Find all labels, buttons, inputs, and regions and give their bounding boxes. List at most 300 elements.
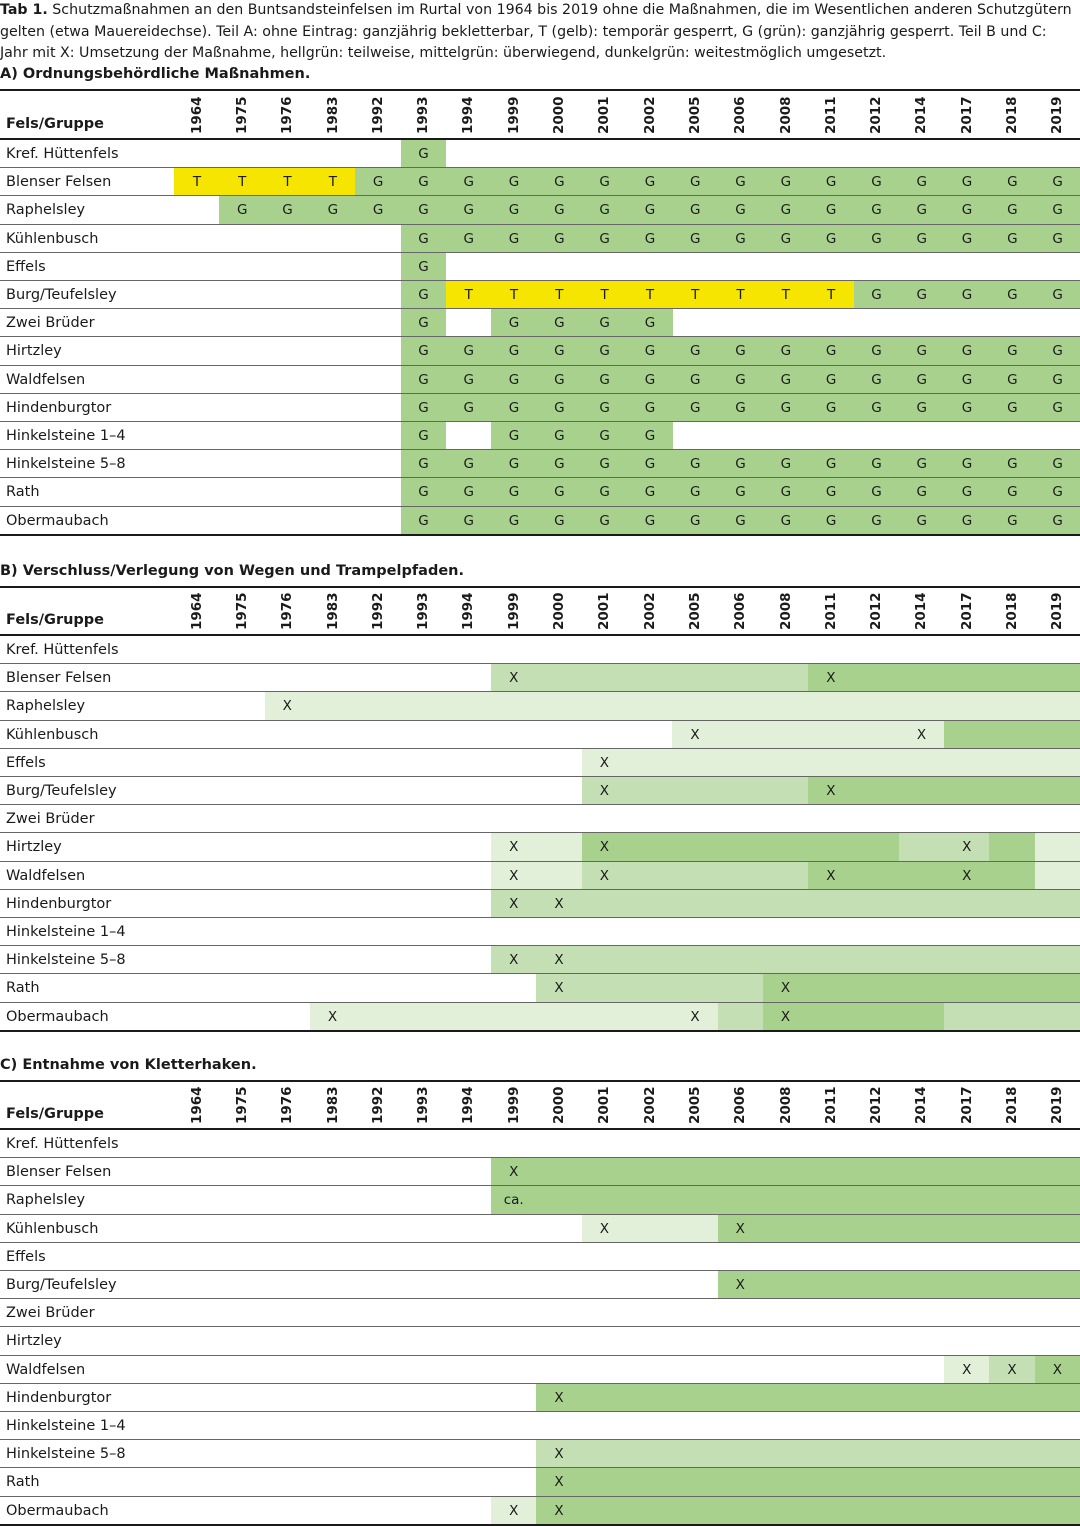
row-label: Burg/Teufelsley [6, 783, 117, 799]
column-header-year: 2011 [822, 1086, 839, 1124]
table-cell [672, 1440, 718, 1468]
table-cell [582, 1468, 628, 1496]
table-cell [627, 1440, 673, 1468]
table-cell: G [763, 337, 809, 365]
table-row [0, 168, 1080, 196]
table-cell-mark: X [916, 726, 927, 743]
table-cell [401, 1003, 447, 1031]
table-cell-mark: X [509, 895, 519, 912]
table-cell [899, 664, 945, 692]
table-cell-mark: X [554, 1389, 564, 1406]
table-cell [718, 890, 764, 918]
column-header-year: 2005 [686, 96, 703, 134]
table-cell [944, 749, 990, 777]
table-cell [763, 946, 809, 974]
table-row [0, 1158, 1080, 1186]
table-cell-mark: X [599, 867, 609, 884]
table-cell: G [944, 366, 990, 394]
table-cell: G [491, 196, 537, 224]
table-cell [1035, 833, 1080, 861]
table-cell [718, 692, 764, 720]
column-header-year: 2000 [551, 96, 568, 134]
row-label: Zwei Brüder [6, 811, 95, 828]
table-cell [763, 1215, 809, 1243]
table-cell [446, 692, 492, 720]
table-cell-mark: X [962, 1361, 972, 1378]
table-cell [627, 1186, 673, 1214]
row-label: Obermaubach [6, 1008, 109, 1025]
table-cell [582, 1440, 628, 1468]
table-cell [854, 1003, 900, 1031]
table-cell: G [672, 394, 718, 422]
row-label: Hindenburgtor [6, 399, 112, 416]
column-header-year: 1975 [233, 1086, 250, 1124]
table-cell-mark: X [554, 895, 564, 912]
table-cell: G [672, 450, 718, 478]
table-cell [899, 890, 945, 918]
row-label: Kref. Hüttenfels [6, 642, 119, 658]
table-cell-mark: ca. [503, 1192, 524, 1209]
table-cell: G [491, 450, 537, 478]
table-cell: G [446, 225, 492, 253]
table-row [0, 974, 1080, 1002]
table-cell: G [854, 337, 900, 365]
table-cell [944, 1384, 990, 1412]
table-cell-mark: X [1007, 1361, 1017, 1378]
table-cell [1035, 1003, 1080, 1031]
table-row [0, 664, 1080, 692]
table-cell: G [944, 168, 990, 196]
column-header-year: 1975 [233, 96, 250, 134]
row-label: Hirtzley [6, 1333, 62, 1350]
table-cell [808, 1384, 854, 1412]
table-cell: G [989, 196, 1035, 224]
table-cell: G [491, 478, 537, 506]
row-label: Raphelsley [6, 202, 86, 219]
table-cell: G [355, 168, 401, 196]
table-cell-mark: X [690, 1008, 700, 1025]
table-cell [899, 1003, 945, 1031]
table-row [0, 749, 1080, 777]
table-cell [627, 1468, 673, 1496]
table-cell [582, 1003, 628, 1031]
table-cell: G [808, 450, 854, 478]
table-cell [672, 1158, 718, 1186]
table-cell: G [944, 281, 990, 309]
table-cell-mark: X [554, 980, 564, 997]
table-cell [808, 1468, 854, 1496]
column-header-year: 2000 [551, 592, 568, 630]
table-cell: G [582, 309, 628, 337]
column-header-year: 2019 [1049, 96, 1066, 134]
table-cell: G [854, 225, 900, 253]
table-cell [808, 721, 854, 749]
table-cell: G [672, 478, 718, 506]
table-cell [763, 1384, 809, 1412]
table-cell [718, 1440, 764, 1468]
column-header-year: 2002 [641, 592, 658, 630]
table-cell [536, 833, 582, 861]
table-cell [944, 777, 990, 805]
table-cell [944, 890, 990, 918]
table-row [0, 1003, 1080, 1031]
column-header-year: 2012 [868, 592, 885, 630]
column-header-year: 2002 [641, 1086, 658, 1124]
row-label: Hinkelsteine 1–4 [6, 1418, 126, 1434]
table-cell: G [899, 366, 945, 394]
row-label: Raphelsley [6, 1192, 86, 1209]
column-header-year: 1994 [460, 96, 477, 134]
table-cell: G [491, 337, 537, 365]
table-cell [989, 1158, 1035, 1186]
table-cell [989, 1003, 1035, 1031]
column-header-year: 2014 [913, 96, 930, 134]
column-header-year: 2011 [822, 96, 839, 134]
table-cell: G [718, 507, 764, 535]
table-cell [672, 1186, 718, 1214]
table-cell: G [582, 478, 628, 506]
column-header-year: 2018 [1004, 592, 1021, 630]
table-cell: G [944, 196, 990, 224]
table-cell: T [808, 281, 854, 309]
table-cell [899, 1384, 945, 1412]
table-cell: G [1035, 196, 1080, 224]
table-cell: G [401, 366, 447, 394]
table-cell: G [401, 309, 447, 337]
table-cell: G [763, 394, 809, 422]
row-label: Burg/Teufelsley [6, 287, 117, 303]
table-cell [808, 1003, 854, 1031]
table-cell [899, 1215, 945, 1243]
row-label: Rath [6, 980, 40, 997]
row-label: Hinkelsteine 5–8 [6, 952, 126, 969]
table-cell [1035, 749, 1080, 777]
table-cell [854, 974, 900, 1002]
table-cell [854, 1440, 900, 1468]
column-header-year: 2018 [1004, 96, 1021, 134]
table-cell [854, 890, 900, 918]
table-cell: G [446, 366, 492, 394]
table-cell-mark: X [509, 670, 519, 687]
table-cell-mark: X [599, 783, 609, 799]
table-cell [718, 1497, 764, 1525]
table-row [0, 805, 1080, 833]
table-cell [989, 664, 1035, 692]
table-cell-mark: X [554, 1502, 564, 1519]
table-cell [808, 1497, 854, 1525]
table-cell [808, 749, 854, 777]
table-cell [989, 1271, 1035, 1299]
table-cell [536, 862, 582, 890]
table-cell: G [582, 394, 628, 422]
row-label: Kühlenbusch [6, 1220, 99, 1237]
table-cell: T [446, 281, 492, 309]
table-cell [854, 749, 900, 777]
table-cell [355, 692, 401, 720]
table-cell: T [763, 281, 809, 309]
table-row [0, 890, 1080, 918]
table-cell [989, 1440, 1035, 1468]
table-cell [627, 833, 673, 861]
table-cell: G [536, 422, 582, 450]
table-cell: G [627, 225, 673, 253]
table-cell [1035, 862, 1080, 890]
table-cell: G [808, 394, 854, 422]
table-cell: G [536, 225, 582, 253]
column-header-year: 2001 [596, 96, 613, 134]
caption-text: Schutzmaßnahmen an den Buntsandsteinfelsen im Rurtal von 1964 bis 2019 ohne die Maßnahmen, die im Wesentlichen anderen Schutzgütern gelten (etwa Mauereidechse). Teil A: ohne Eintrag: ganzjährig bekletterbar, T (gelb): temporär gesperrt, G (grün): ganzjährig gesperrt. Teil B und C: Jahr mit X: Umsetzung der Maßnahme, hellgrün: teilweise, mittelgrün: überwiegend, dunkelgrün: weitestmöglich umgesetzt. [0, 2, 1072, 61]
table-cell: G [718, 366, 764, 394]
table-cell: G [1035, 450, 1080, 478]
table-cell: G [582, 337, 628, 365]
table-cell [627, 664, 673, 692]
table-cell: G [627, 478, 673, 506]
column-header-year: 1993 [415, 1086, 432, 1124]
table-cell [854, 1497, 900, 1525]
column-header-year: 1994 [460, 1086, 477, 1124]
column-header-year: 1964 [188, 592, 205, 630]
table-cell: T [310, 168, 356, 196]
table-cell [536, 1158, 582, 1186]
table-row [0, 253, 1080, 281]
table-cell: G [718, 337, 764, 365]
table-cell [854, 664, 900, 692]
table-cell: G [763, 366, 809, 394]
row-label: Waldfelsen [6, 371, 86, 388]
table-cell: G [401, 507, 447, 535]
column-header-year: 2006 [732, 592, 749, 630]
table-cell [854, 1384, 900, 1412]
table-cell: G [808, 366, 854, 394]
table-cell-mark: X [554, 1474, 564, 1491]
row-label: Kühlenbusch [6, 230, 99, 247]
table-cell [582, 1497, 628, 1525]
table-cell: G [672, 507, 718, 535]
table-cell [989, 1497, 1035, 1525]
column-header-year: 1983 [324, 592, 341, 630]
column-header-year: 1999 [505, 592, 522, 630]
table-cell [899, 946, 945, 974]
table-cell-mark: X [1052, 1361, 1062, 1378]
table-cell [854, 1215, 900, 1243]
row-label: Effels [6, 754, 46, 771]
table-cell [808, 1158, 854, 1186]
table-cell [989, 1468, 1035, 1496]
table-cell: G [854, 507, 900, 535]
table-cell: G [989, 450, 1035, 478]
row-label: Hirtzley [6, 343, 62, 360]
table-cell: G [899, 507, 945, 535]
table-cell [944, 946, 990, 974]
table-cell [672, 833, 718, 861]
table-cell [763, 1186, 809, 1214]
table-cell: G [1035, 225, 1080, 253]
table-cell [627, 946, 673, 974]
table-cell [899, 749, 945, 777]
table-cell: G [355, 196, 401, 224]
column-header-year: 2001 [596, 1086, 613, 1124]
table-cell-mark: X [509, 1502, 519, 1519]
column-header-fels: Fels/Gruppe [6, 1106, 105, 1122]
table-cell [1035, 974, 1080, 1002]
table-row [0, 1299, 1080, 1327]
table-cell [899, 1186, 945, 1214]
table-cell: G [1035, 366, 1080, 394]
table-cell [944, 1215, 990, 1243]
table-cell [582, 1158, 628, 1186]
table-cell: G [944, 225, 990, 253]
column-header-year: 1993 [415, 592, 432, 630]
column-header-year: 2017 [958, 592, 975, 630]
table-cell [1035, 1186, 1080, 1214]
table-cell [718, 1186, 764, 1214]
table-row [0, 721, 1080, 749]
column-header-year: 1976 [279, 592, 296, 630]
table-cell-mark: X [690, 726, 700, 743]
table-row [0, 1130, 1080, 1158]
table-cell: G [808, 196, 854, 224]
table-cell: G [1035, 394, 1080, 422]
table-cell: G [718, 225, 764, 253]
table-cell: G [672, 196, 718, 224]
table-cell-mark: X [780, 1008, 791, 1025]
table-cell [718, 974, 764, 1002]
table-cell [763, 833, 809, 861]
table-row [0, 337, 1080, 365]
table-cell: G [401, 196, 447, 224]
table-cell-mark: X [509, 839, 519, 856]
row-label: Kref. Hüttenfels [6, 1136, 119, 1152]
table-cell: G [491, 422, 537, 450]
table-cell [672, 749, 718, 777]
table-cell [672, 1384, 718, 1412]
table-cell: G [446, 507, 492, 535]
table-cell [718, 1468, 764, 1496]
table-cell: G [536, 366, 582, 394]
table-cell: G [401, 140, 447, 168]
table-cell [899, 833, 945, 861]
table-cell [718, 1003, 764, 1031]
table-cell [718, 946, 764, 974]
table-top-rule [0, 89, 1080, 91]
table-cell: G [899, 196, 945, 224]
column-header-year: 2017 [958, 96, 975, 134]
table-cell: G [401, 281, 447, 309]
table-cell [536, 1186, 582, 1214]
row-label: Hindenburgtor [6, 895, 112, 912]
table-cell: G [718, 478, 764, 506]
table-cell [989, 1186, 1035, 1214]
table-cell: T [582, 281, 628, 309]
table-cell [808, 946, 854, 974]
table-cell: G [899, 225, 945, 253]
table-cell-mark: X [509, 867, 519, 884]
table-cell [854, 721, 900, 749]
table-cell [1035, 1384, 1080, 1412]
table-cell-mark: X [826, 783, 836, 799]
table-cell [763, 664, 809, 692]
row-label: Zwei Brüder [6, 315, 95, 332]
table-cell-mark: X [826, 867, 836, 884]
table-cell: G [536, 337, 582, 365]
table-cell-mark: X [735, 1220, 745, 1237]
table-cell: G [401, 450, 447, 478]
row-label: Hinkelsteine 5–8 [6, 456, 126, 473]
table-cell [672, 862, 718, 890]
table-cell: G [944, 450, 990, 478]
table-cell [355, 1003, 401, 1031]
row-label: Hinkelsteine 1–4 [6, 428, 126, 444]
table-cell-mark: X [554, 1446, 564, 1463]
table-cell: G [672, 168, 718, 196]
table-cell [944, 664, 990, 692]
table-cell [582, 1384, 628, 1412]
table-cell: G [536, 309, 582, 337]
section-title: B) Verschluss/Verlegung von Wegen und Trampelpfaden. [0, 563, 465, 579]
table-cell: G [763, 225, 809, 253]
table-cell [536, 692, 582, 720]
table-row [0, 450, 1080, 478]
table-cell: G [536, 478, 582, 506]
column-header-year: 2000 [551, 1086, 568, 1124]
table-cell [808, 1215, 854, 1243]
table-cell [854, 862, 900, 890]
table-row [0, 1412, 1080, 1440]
table-cell: G [899, 450, 945, 478]
table-cell: G [627, 196, 673, 224]
table-row [0, 140, 1080, 168]
row-label: Burg/Teufelsley [6, 1277, 117, 1293]
table-cell [989, 946, 1035, 974]
table-cell: G [808, 507, 854, 535]
table-cell: G [763, 478, 809, 506]
table-cell [1035, 946, 1080, 974]
table-cell: G [582, 422, 628, 450]
column-header-year: 2006 [732, 1086, 749, 1124]
table-cell [627, 1215, 673, 1243]
table-cell [627, 692, 673, 720]
table-cell [944, 1468, 990, 1496]
table-cell: G [582, 168, 628, 196]
table-cell [672, 1468, 718, 1496]
column-header-year: 2019 [1049, 1086, 1066, 1124]
table-cell [854, 777, 900, 805]
table-cell: G [491, 309, 537, 337]
table-cell: G [491, 225, 537, 253]
table-cell-mark: X [327, 1008, 338, 1025]
column-header-year: 2008 [777, 96, 794, 134]
table-cell [718, 664, 764, 692]
column-header-year: 2014 [913, 1086, 930, 1124]
column-header-year: 1976 [279, 96, 296, 134]
row-label: Obermaubach [6, 1502, 109, 1519]
table-cell: G [808, 168, 854, 196]
table-cell: G [627, 366, 673, 394]
column-header-year: 1994 [460, 592, 477, 630]
table-cell [582, 692, 628, 720]
table-cell: G [989, 337, 1035, 365]
table-cell: G [944, 478, 990, 506]
section-title: A) Ordnungsbehördliche Maßnahmen. [0, 66, 311, 82]
table-cell [989, 721, 1035, 749]
table-top-rule [0, 1080, 1080, 1082]
column-header-year: 2005 [686, 1086, 703, 1124]
table-cell [1035, 1158, 1080, 1186]
table-cell: G [718, 450, 764, 478]
table-cell [627, 1497, 673, 1525]
table-cell [854, 1468, 900, 1496]
table-cell [310, 692, 356, 720]
